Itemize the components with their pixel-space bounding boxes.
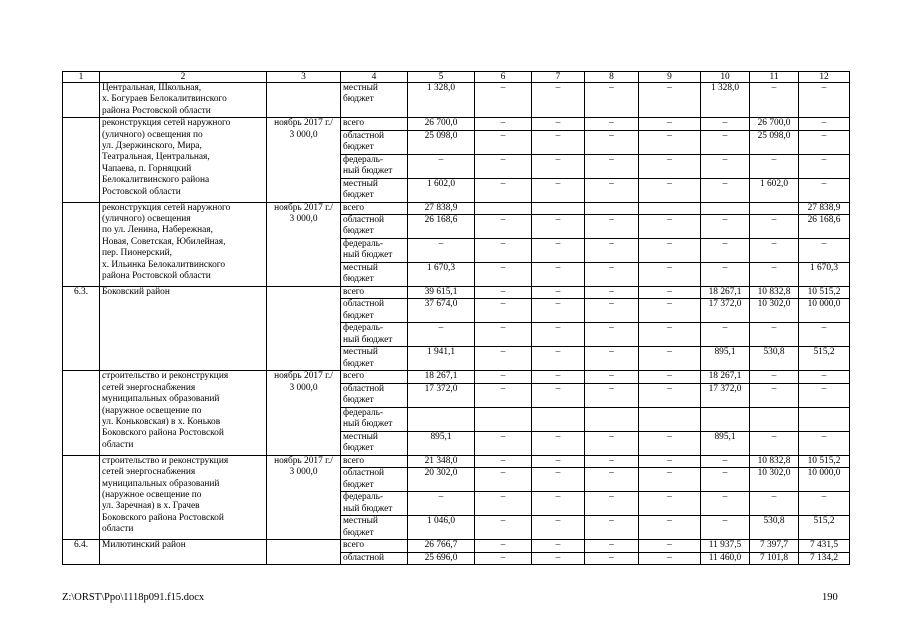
funding-source: местный бюджет [341, 431, 408, 455]
amount-cell: – [585, 299, 639, 323]
amount-cell: 1 328,0 [408, 83, 475, 118]
amount-cell [639, 202, 701, 214]
amount-cell: – [639, 239, 701, 263]
amount-cell: – [475, 154, 532, 178]
amount-cell: – [639, 263, 701, 287]
amount-cell: – [585, 516, 639, 540]
amount-cell: – [701, 455, 750, 467]
amount-cell [701, 202, 750, 214]
amount-cell: – [799, 371, 850, 383]
amount-cell: – [585, 83, 639, 118]
amount-cell: – [701, 516, 750, 540]
amount-cell: – [639, 371, 701, 383]
amount-cell: 11 460,0 [701, 552, 750, 564]
table-row [63, 455, 850, 467]
amount-cell: – [750, 83, 799, 118]
project-name: Милютинский район [100, 540, 267, 565]
amount-cell: – [701, 130, 750, 154]
amount-cell: – [799, 431, 850, 455]
amount-cell: – [408, 154, 475, 178]
amount-cell: 27 838,9 [408, 202, 475, 214]
amount-cell [639, 407, 701, 431]
amount-cell: – [799, 118, 850, 130]
amount-cell: – [475, 83, 532, 118]
amount-cell: 17 372,0 [701, 299, 750, 323]
funding-source: всего [341, 455, 408, 467]
amount-cell: – [475, 540, 532, 552]
deadline-capacity: ноябрь 2017 г./ 3 000,0 [267, 118, 341, 202]
col-header-2: 2 [100, 72, 267, 83]
funding-source: областной бюджет [341, 299, 408, 323]
row-number [63, 83, 100, 118]
col-header-3: 3 [267, 72, 341, 83]
amount-cell: – [750, 492, 799, 516]
funding-source: областной бюджет [341, 383, 408, 407]
amount-cell: – [750, 215, 799, 239]
amount-cell: – [585, 455, 639, 467]
amount-cell: – [532, 540, 585, 552]
amount-cell: 39 615,1 [408, 287, 475, 299]
project-name: строительство и реконструкция сетей энергоснабжения муниципальных образований (наружное освещение по ул. Коньковская) в х. Коньков Боковского района Ростовской области [100, 371, 267, 455]
amount-cell: – [585, 287, 639, 299]
amount-cell: 895,1 [408, 431, 475, 455]
table-row [63, 83, 850, 118]
amount-cell: 1 046,0 [408, 516, 475, 540]
amount-cell: 37 674,0 [408, 299, 475, 323]
funding-source: всего [341, 371, 408, 383]
funding-source: местный бюджет [341, 263, 408, 287]
amount-cell: – [532, 468, 585, 492]
budget-table [62, 71, 850, 565]
funding-source: местный бюджет [341, 516, 408, 540]
amount-cell: – [585, 130, 639, 154]
amount-cell: – [475, 347, 532, 371]
deadline-capacity [267, 540, 341, 565]
col-header-7: 7 [532, 72, 585, 83]
row-number [63, 202, 100, 286]
amount-cell: – [532, 347, 585, 371]
col-header-6: 6 [475, 72, 532, 83]
col-header-5: 5 [408, 72, 475, 83]
amount-cell: 18 267,1 [701, 287, 750, 299]
amount-cell: – [475, 552, 532, 564]
amount-cell: – [639, 347, 701, 371]
funding-source: областной [341, 552, 408, 564]
funding-source: областной бюджет [341, 468, 408, 492]
amount-cell: – [750, 371, 799, 383]
amount-cell: 25 098,0 [750, 130, 799, 154]
amount-cell: 7 101,8 [750, 552, 799, 564]
amount-cell: – [408, 492, 475, 516]
amount-cell: 895,1 [701, 431, 750, 455]
amount-cell: 17 372,0 [408, 383, 475, 407]
funding-source: федераль- ный бюджет [341, 154, 408, 178]
amount-cell: – [475, 287, 532, 299]
page-number: 190 [822, 592, 838, 603]
amount-cell: – [701, 215, 750, 239]
amount-cell [408, 407, 475, 431]
amount-cell [475, 202, 532, 214]
amount-cell: 18 267,1 [701, 371, 750, 383]
project-name: реконструкция сетей наружного (уличного) освещения по ул. Дзержинского, Мира, Театральная, Центральная, Чапаева, п. Горняцкий Белокалитвинского района Ростовской области [100, 118, 267, 202]
amount-cell: – [475, 516, 532, 540]
row-number [63, 371, 100, 455]
amount-cell: – [639, 431, 701, 455]
amount-cell: 26 168,6 [799, 215, 850, 239]
amount-cell: – [799, 154, 850, 178]
col-header-4: 4 [341, 72, 408, 83]
amount-cell: 25 098,0 [408, 130, 475, 154]
amount-cell: – [475, 178, 532, 202]
amount-cell: – [750, 431, 799, 455]
amount-cell [585, 407, 639, 431]
col-header-10: 10 [701, 72, 750, 83]
amount-cell: – [639, 323, 701, 347]
amount-cell: 10 515,2 [799, 455, 850, 467]
amount-cell: – [475, 431, 532, 455]
funding-source: федераль- ный бюджет [341, 407, 408, 431]
amount-cell: – [639, 468, 701, 492]
amount-cell: – [475, 323, 532, 347]
amount-cell: – [701, 239, 750, 263]
amount-cell: – [701, 263, 750, 287]
amount-cell: 10 832,8 [750, 287, 799, 299]
amount-cell [475, 407, 532, 431]
amount-cell: 10 000,0 [799, 299, 850, 323]
funding-source: местный бюджет [341, 83, 408, 118]
funding-source: всего [341, 118, 408, 130]
amount-cell: – [532, 383, 585, 407]
amount-cell: – [585, 431, 639, 455]
amount-cell: – [585, 239, 639, 263]
amount-cell: 1 670,3 [799, 263, 850, 287]
amount-cell: 10 302,0 [750, 468, 799, 492]
amount-cell: – [532, 455, 585, 467]
amount-cell: 18 267,1 [408, 371, 475, 383]
amount-cell: – [585, 492, 639, 516]
col-header-11: 11 [750, 72, 799, 83]
amount-cell: – [639, 540, 701, 552]
table-row [63, 540, 850, 552]
funding-source: всего [341, 540, 408, 552]
amount-cell: – [701, 468, 750, 492]
amount-cell: 1 328,0 [701, 83, 750, 118]
amount-cell: 21 348,0 [408, 455, 475, 467]
amount-cell: 10 000,0 [799, 468, 850, 492]
amount-cell: – [701, 118, 750, 130]
project-name: строительство и реконструкция сетей энергоснабжения муниципальных образований (наружное освещение по ул. Заречная) в х. Грачев Боковского района Ростовской области [100, 455, 267, 539]
amount-cell: – [532, 130, 585, 154]
funding-source: всего [341, 287, 408, 299]
amount-cell [532, 407, 585, 431]
amount-cell: – [475, 492, 532, 516]
amount-cell: – [750, 239, 799, 263]
amount-cell: 10 515,2 [799, 287, 850, 299]
table-row [63, 202, 850, 214]
amount-cell: – [475, 239, 532, 263]
amount-cell: – [799, 323, 850, 347]
amount-cell: – [475, 215, 532, 239]
amount-cell: 895,1 [701, 347, 750, 371]
deadline-capacity [267, 83, 341, 118]
amount-cell: – [408, 239, 475, 263]
amount-cell: – [475, 118, 532, 130]
amount-cell: – [639, 492, 701, 516]
amount-cell: – [639, 455, 701, 467]
table-row [63, 118, 850, 130]
row-number [63, 118, 100, 202]
amount-cell: – [639, 118, 701, 130]
funding-source: местный бюджет [341, 347, 408, 371]
amount-cell: – [532, 287, 585, 299]
amount-cell: 530,8 [750, 516, 799, 540]
amount-cell: – [532, 215, 585, 239]
amount-cell: 515,2 [799, 516, 850, 540]
amount-cell: – [475, 299, 532, 323]
amount-cell: – [750, 383, 799, 407]
amount-cell: 515,2 [799, 347, 850, 371]
amount-cell: – [799, 83, 850, 118]
amount-cell: – [475, 455, 532, 467]
col-header-9: 9 [639, 72, 701, 83]
amount-cell: 10 302,0 [750, 299, 799, 323]
amount-cell [585, 202, 639, 214]
amount-cell: 26 700,0 [408, 118, 475, 130]
row-number: 6.3. [63, 287, 100, 371]
amount-cell: – [532, 552, 585, 564]
deadline-capacity [267, 287, 341, 371]
amount-cell: 10 832,8 [750, 455, 799, 467]
amount-cell [750, 202, 799, 214]
amount-cell: – [585, 383, 639, 407]
amount-cell: – [701, 178, 750, 202]
funding-source: местный бюджет [341, 178, 408, 202]
amount-cell: – [532, 323, 585, 347]
amount-cell: 17 372,0 [701, 383, 750, 407]
amount-cell: – [408, 323, 475, 347]
col-header-8: 8 [585, 72, 639, 83]
funding-source: федераль- ный бюджет [341, 492, 408, 516]
col-header-12: 12 [799, 72, 850, 83]
amount-cell: – [532, 83, 585, 118]
col-header-1: 1 [63, 72, 100, 83]
amount-cell: 26 766,7 [408, 540, 475, 552]
amount-cell: – [585, 154, 639, 178]
amount-cell: 26 168,6 [408, 215, 475, 239]
amount-cell: – [701, 323, 750, 347]
amount-cell: – [532, 118, 585, 130]
amount-cell: – [532, 431, 585, 455]
amount-cell: – [701, 492, 750, 516]
amount-cell: – [532, 492, 585, 516]
amount-cell: 7 397,7 [750, 540, 799, 552]
amount-cell: – [475, 263, 532, 287]
row-number [63, 455, 100, 539]
amount-cell: – [475, 383, 532, 407]
project-name: Центральная, Школьная, х. Богураев Белокалитвинского района Ростовской области [100, 83, 267, 118]
deadline-capacity: ноябрь 2017 г./ 3 000,0 [267, 202, 341, 286]
amount-cell: 530,8 [750, 347, 799, 371]
amount-cell: 20 302,0 [408, 468, 475, 492]
table-row [63, 371, 850, 383]
funding-source: федераль- ный бюджет [341, 239, 408, 263]
amount-cell: – [799, 239, 850, 263]
amount-cell: – [750, 154, 799, 178]
amount-cell: – [585, 118, 639, 130]
funding-source: федераль- ный бюджет [341, 323, 408, 347]
amount-cell: 1 602,0 [750, 178, 799, 202]
amount-cell: – [532, 371, 585, 383]
amount-cell: – [639, 130, 701, 154]
amount-cell: 1 670,3 [408, 263, 475, 287]
row-number: 6.4. [63, 540, 100, 565]
amount-cell: – [585, 371, 639, 383]
amount-cell: – [639, 287, 701, 299]
amount-cell: – [750, 263, 799, 287]
deadline-capacity: ноябрь 2017 г./ 3 000,0 [267, 371, 341, 455]
amount-cell: 1 941,1 [408, 347, 475, 371]
amount-cell: – [585, 323, 639, 347]
amount-cell: 25 696,0 [408, 552, 475, 564]
amount-cell: – [750, 323, 799, 347]
amount-cell: – [701, 154, 750, 178]
amount-cell: – [639, 178, 701, 202]
deadline-capacity: ноябрь 2017 г./ 3 000,0 [267, 455, 341, 539]
table-body [63, 83, 850, 565]
amount-cell: – [585, 540, 639, 552]
amount-cell: – [532, 178, 585, 202]
amount-cell: 7 134,2 [799, 552, 850, 564]
amount-cell [532, 202, 585, 214]
amount-cell: – [532, 239, 585, 263]
amount-cell: – [799, 492, 850, 516]
amount-cell: – [639, 83, 701, 118]
amount-cell: – [639, 215, 701, 239]
amount-cell: – [532, 299, 585, 323]
funding-source: всего [341, 202, 408, 214]
funding-source: областной бюджет [341, 215, 408, 239]
amount-cell: – [639, 383, 701, 407]
amount-cell: 11 937,5 [701, 540, 750, 552]
amount-cell: – [532, 263, 585, 287]
amount-cell: – [475, 371, 532, 383]
amount-cell: 7 431,5 [799, 540, 850, 552]
amount-cell: – [585, 215, 639, 239]
project-name: Боковский район [100, 287, 267, 371]
amount-cell: – [585, 347, 639, 371]
amount-cell: – [532, 154, 585, 178]
amount-cell: – [585, 468, 639, 492]
project-name: реконструкция сетей наружного (уличного) освещения по ул. Ленина, Набережная, Новая, Советская, Юбилейная, пер. Пионерский, х. Ильинка Белокалитвинского района Ростовской области [100, 202, 267, 286]
table-row [63, 287, 850, 299]
amount-cell: – [639, 154, 701, 178]
amount-cell [701, 407, 750, 431]
header-row [63, 72, 850, 83]
funding-source: областной бюджет [341, 130, 408, 154]
amount-cell: 26 700,0 [750, 118, 799, 130]
file-path: Z:\ORST\Ppo\1118p091.f15.docx [62, 592, 205, 603]
amount-cell: – [475, 468, 532, 492]
amount-cell: 1 602,0 [408, 178, 475, 202]
amount-cell: – [799, 130, 850, 154]
amount-cell: – [799, 178, 850, 202]
amount-cell [750, 407, 799, 431]
amount-cell: – [585, 552, 639, 564]
amount-cell [799, 407, 850, 431]
amount-cell: – [585, 178, 639, 202]
amount-cell: – [639, 299, 701, 323]
amount-cell: – [639, 516, 701, 540]
amount-cell: – [799, 383, 850, 407]
amount-cell: – [639, 552, 701, 564]
amount-cell: – [475, 130, 532, 154]
amount-cell: – [532, 516, 585, 540]
amount-cell: – [585, 263, 639, 287]
amount-cell: 27 838,9 [799, 202, 850, 214]
